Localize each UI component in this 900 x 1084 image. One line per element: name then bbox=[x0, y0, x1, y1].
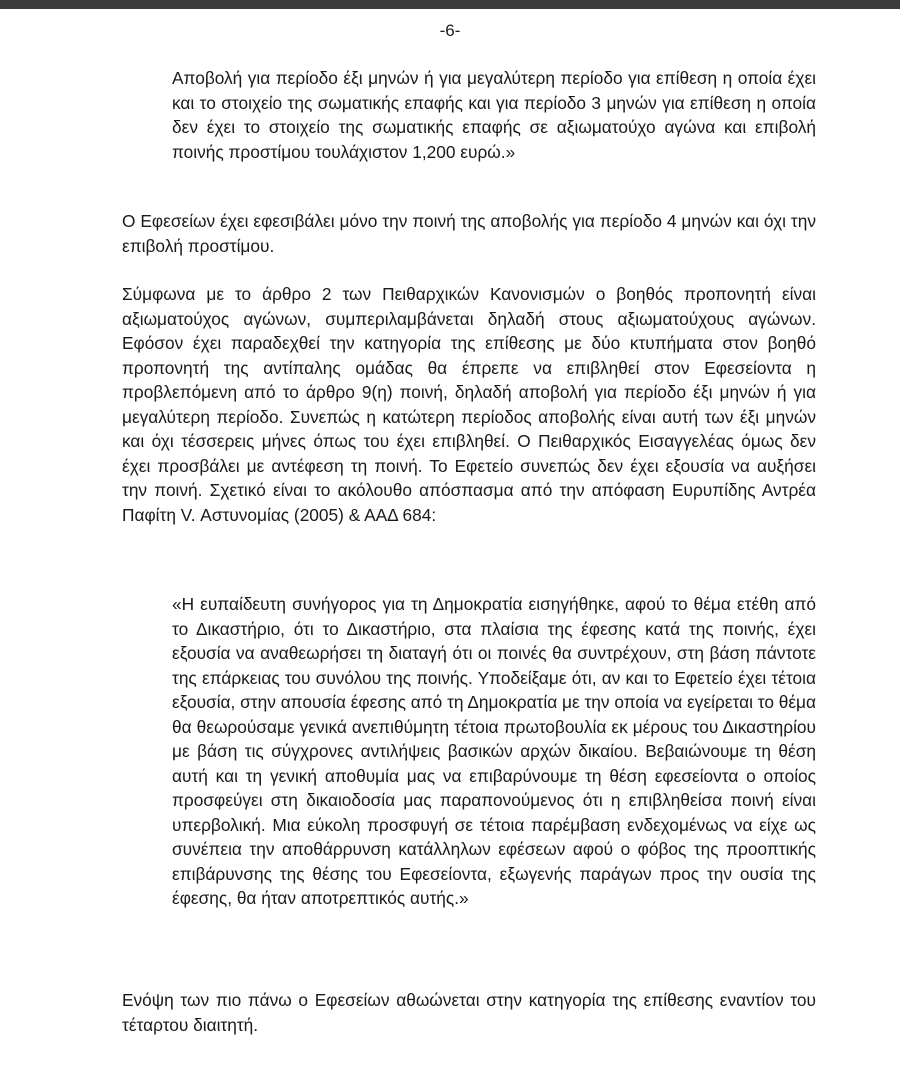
conclusion-paragraph: Ενόψη των πιο πάνω ο Εφεσείων αθωώνεται στην κατηγορία της επίθεσης εναντίον του τέταρτου διαιτητή. bbox=[122, 990, 816, 1035]
reasoning-paragraph: Σύμφωνα με το άρθρο 2 των Πειθαρχικών Κανονισμών ο βοηθός προπονητή είναι αξιωματούχος αγώνων, συμπεριλαμβάνεται δηλαδή στους αξιωματούχους αγώνων. Εφόσον έχει παραδεχθεί την κατηγορία της επίθεσης με δύο κτυπήματα στον βοηθό προπονητή της αντίπαλης ομάδας θα έπρεπε να επιβληθεί στον Εφεσείοντα η προβλεπόμενη από το άρθρο 9(η) ποινή, δηλαδή αποβολή για περίοδο έξι μηνών ή για μεγαλύτερη περίοδο. Συνεπώς η κατώτερη περίοδος αποβολής είναι αυτή των έξι μηνών και όχι τέσσερεις μήνες όπως του έχει επιβληθεί. Ο Πειθαρχικός Εισαγγελέας όμως δεν έχει προσβάλει με αντέφεση τη ποινή. Το Εφετείο συνεπώς δεν έχει εξουσία να αυξήσει την ποινή. Σχετικό είναι το ακόλουθο απόσπασμα από την απόφαση Ευρυπίδης Αντρέα Παφίτη V. Αστυνομίας (2005) & ΑΑΔ 684: bbox=[122, 284, 816, 525]
quoted-regulation-paragraph: Αποβολή για περίοδο έξι μηνών ή για μεγαλύτερη περίοδο για επίθεση η οποία έχει και το στοιχείο της σωματικής επαφής και για περίοδο 3 μηνών για επίθεση η οποία δεν έχει το στοιχείο της σωματικής επαφής σε αξιωματούχο αγώνα και επιβολή ποινής προστίμου τουλάχιστον 1,200 ευρώ.» bbox=[172, 68, 816, 162]
page-number: -6- bbox=[439, 21, 461, 40]
viewer-top-bar bbox=[0, 0, 900, 9]
quoted-judgment-paragraph: «Η ευπαίδευτη συνήγορος για τη Δημοκρατία εισηγήθηκε, αφού το θέμα ετέθη από το Δικαστήριο, ότι το Δικαστήριο, στα πλαίσια της έφεσης κατά της ποινής, έχει εξουσία να αναθεωρήσει τη διαταγή ότι οι ποινές θα συντρέχουν, στη βάση πάντοτε της επάρκειας του συνόλου της ποινής. Υποδείξαμε ότι, αν και το Εφετείο έχει τέτοια εξουσία, στην απουσία έφεσης από τη Δημοκρατία με την οποία να εγείρεται το θέμα θα θεωρούσαμε γενικά ανεπιθύμητη τέτοια πρωτοβουλία εκ μέρους του Δικαστηρίου με βάση τις σύγχρονες αντιλήψεις βασικών αρχών δικαίου. Βεβαιώνουμε τη θέση αυτή και τη γενική αποθυμία μας να επιβαρύνουμε τη θέση εφεσείοντα ο οποίος προσφεύγει στη δικαιοδοσία μας παραπονούμενος ότι η επιβληθείσα ποινή είναι υπερβολική. Μια εύκολη προσφυγή σε τέτοια παρέμβαση ενδεχομένως να είχε ως συνέπεια την αποθάρρυνση κατάλληλων εφέσεων αφού ο φόβος της προοπτικής επιβάρυνσης της θέσης του Εφεσείοντα, εξωγενής παράγων προς την ουσία της έφεσης, θα ήταν αποτρεπτικός αυτής.» bbox=[172, 594, 816, 908]
appeal-scope-paragraph: Ο Εφεσείων έχει εφεσιβάλει μόνο την ποινή της αποβολής για περίοδο 4 μηνών και όχι την επιβολή προστίμου. bbox=[122, 211, 816, 256]
